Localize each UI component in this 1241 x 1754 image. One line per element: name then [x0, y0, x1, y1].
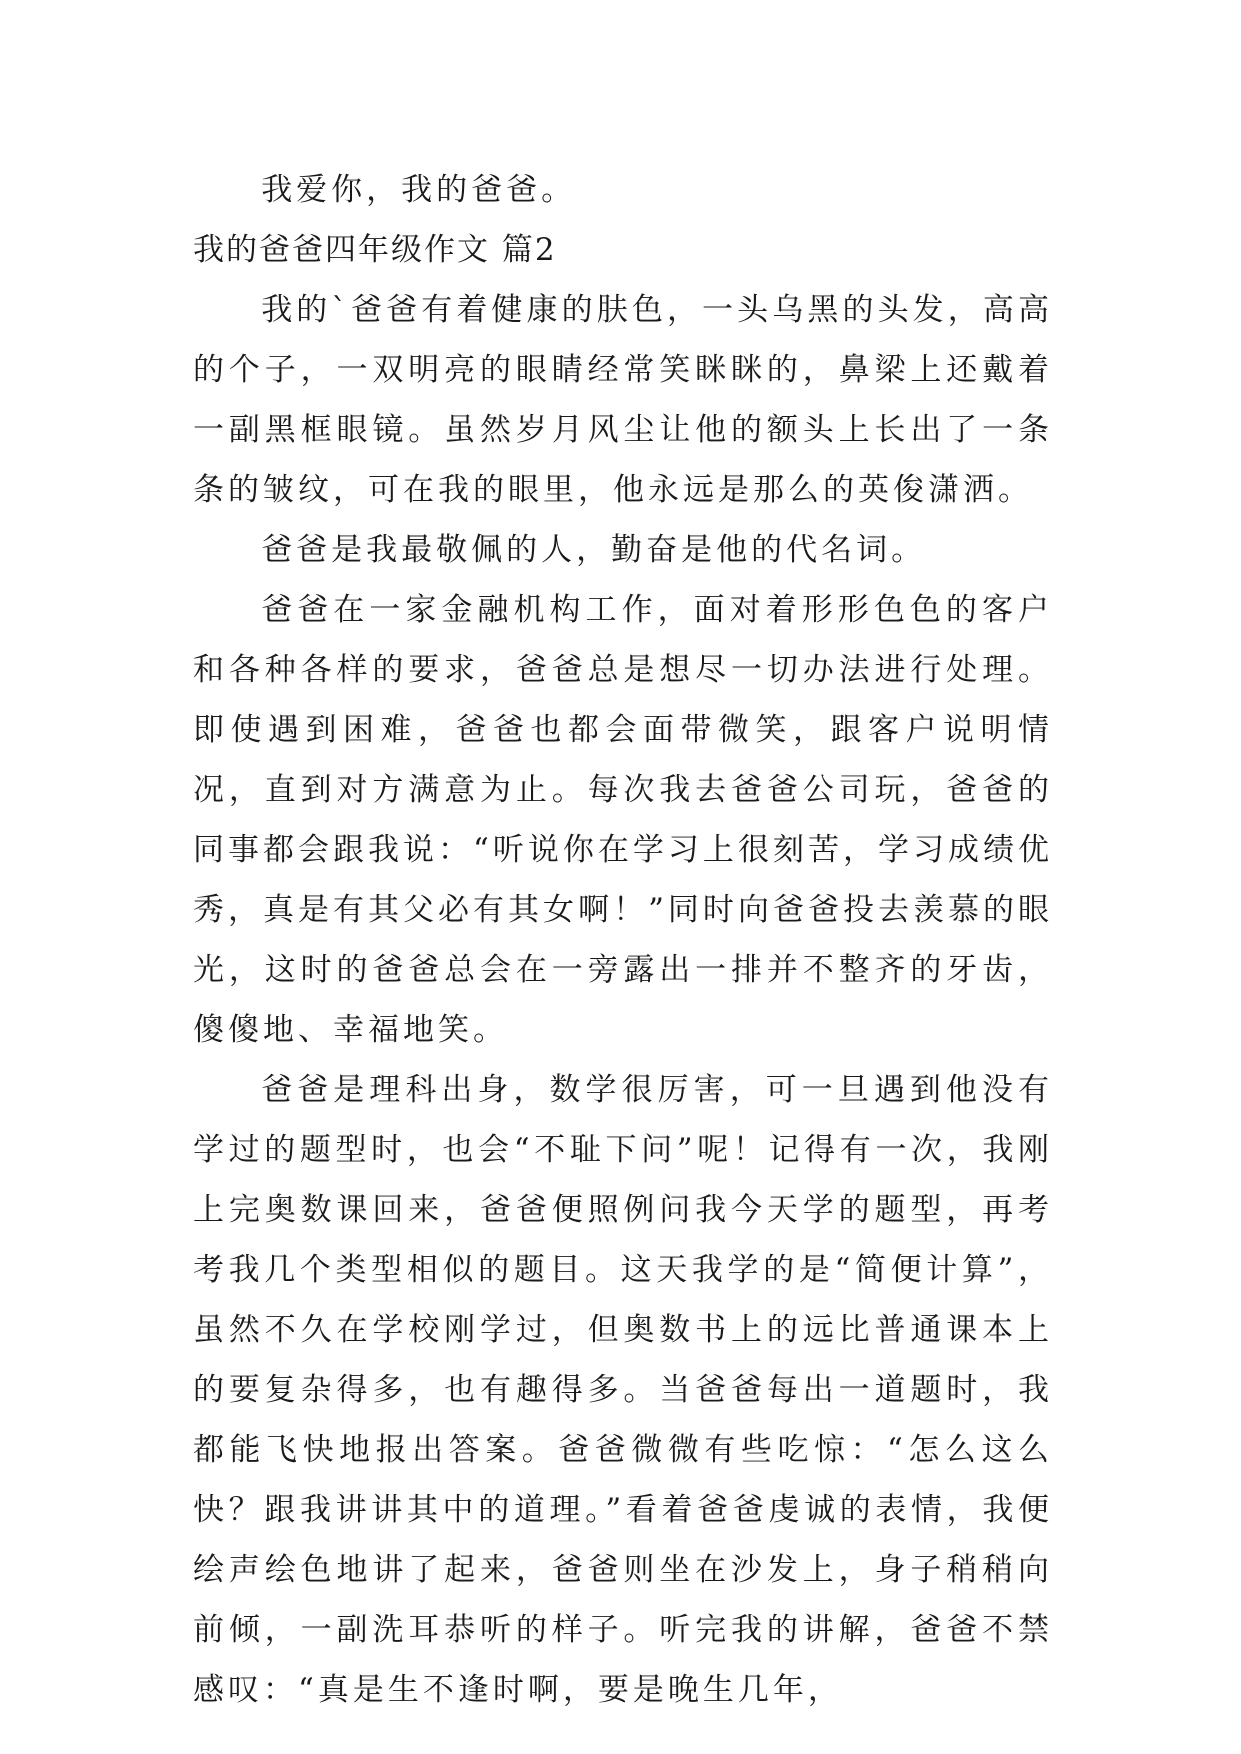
paragraph-admiration: 爸爸是我最敬佩的人，勤奋是他的代名词。: [261, 532, 927, 568]
closing-line: 我爱你，我的爸爸。: [261, 172, 577, 208]
paragraph-math: 爸爸是理科出身，数学很厉害，可一旦遇到他没有学过的题型时，也会“不耻下问”呢！记得有一次，我刚上完奥数课回来，爸爸便照例问我今天学的题型，再考考我几个类型相似的题目。这天我学的是“简便计算”，虽然不久在学校刚学过，但奥数书上的远比普通课本上的要复杂得多，也有趣得多。当爸爸每出一道题时，我都能飞快地报出答案。爸爸微微有些吃惊：“怎么这么快？跟我讲讲其中的道理。”看着爸爸虔诚的表情，我便绘声绘色地讲了起来，爸爸则坐在沙发上，身子稍稍向前倾，一副洗耳恭听的样子。听完我的讲解，爸爸不禁感叹：“真是生不逢时啊，要是晚生几年，: [193, 1072, 1053, 1708]
paragraph-work: 爸爸在一家金融机构工作，面对着形形色色的客户和各种各样的要求，爸爸总是想尽一切办法进行处理。即使遇到困难，爸爸也都会面带微笑，跟客户说明情况，直到对方满意为止。每次我去爸爸公司玩，爸爸的同事都会跟我说：“听说你在学习上很刻苦，学习成绩优秀，真是有其父必有其女啊！”同时向爸爸投去羡慕的眼光，这时的爸爸总会在一旁露出一排并不整齐的牙齿，傻傻地、幸福地笑。: [193, 592, 1053, 1048]
paragraph-appearance: 我的`爸爸有着健康的肤色，一头乌黑的头发，高高的个子，一双明亮的眼睛经常笑眯眯的，鼻梁上还戴着一副黑框眼镜。虽然岁月风尘让他的额头上长出了一条条的皱纹，可在我的眼里，他永远是那么的英俊潇洒。: [193, 292, 1053, 508]
document-body: [193, 160, 1053, 1720]
essay-title: 我的爸爸四年级作文 篇2: [193, 232, 557, 268]
